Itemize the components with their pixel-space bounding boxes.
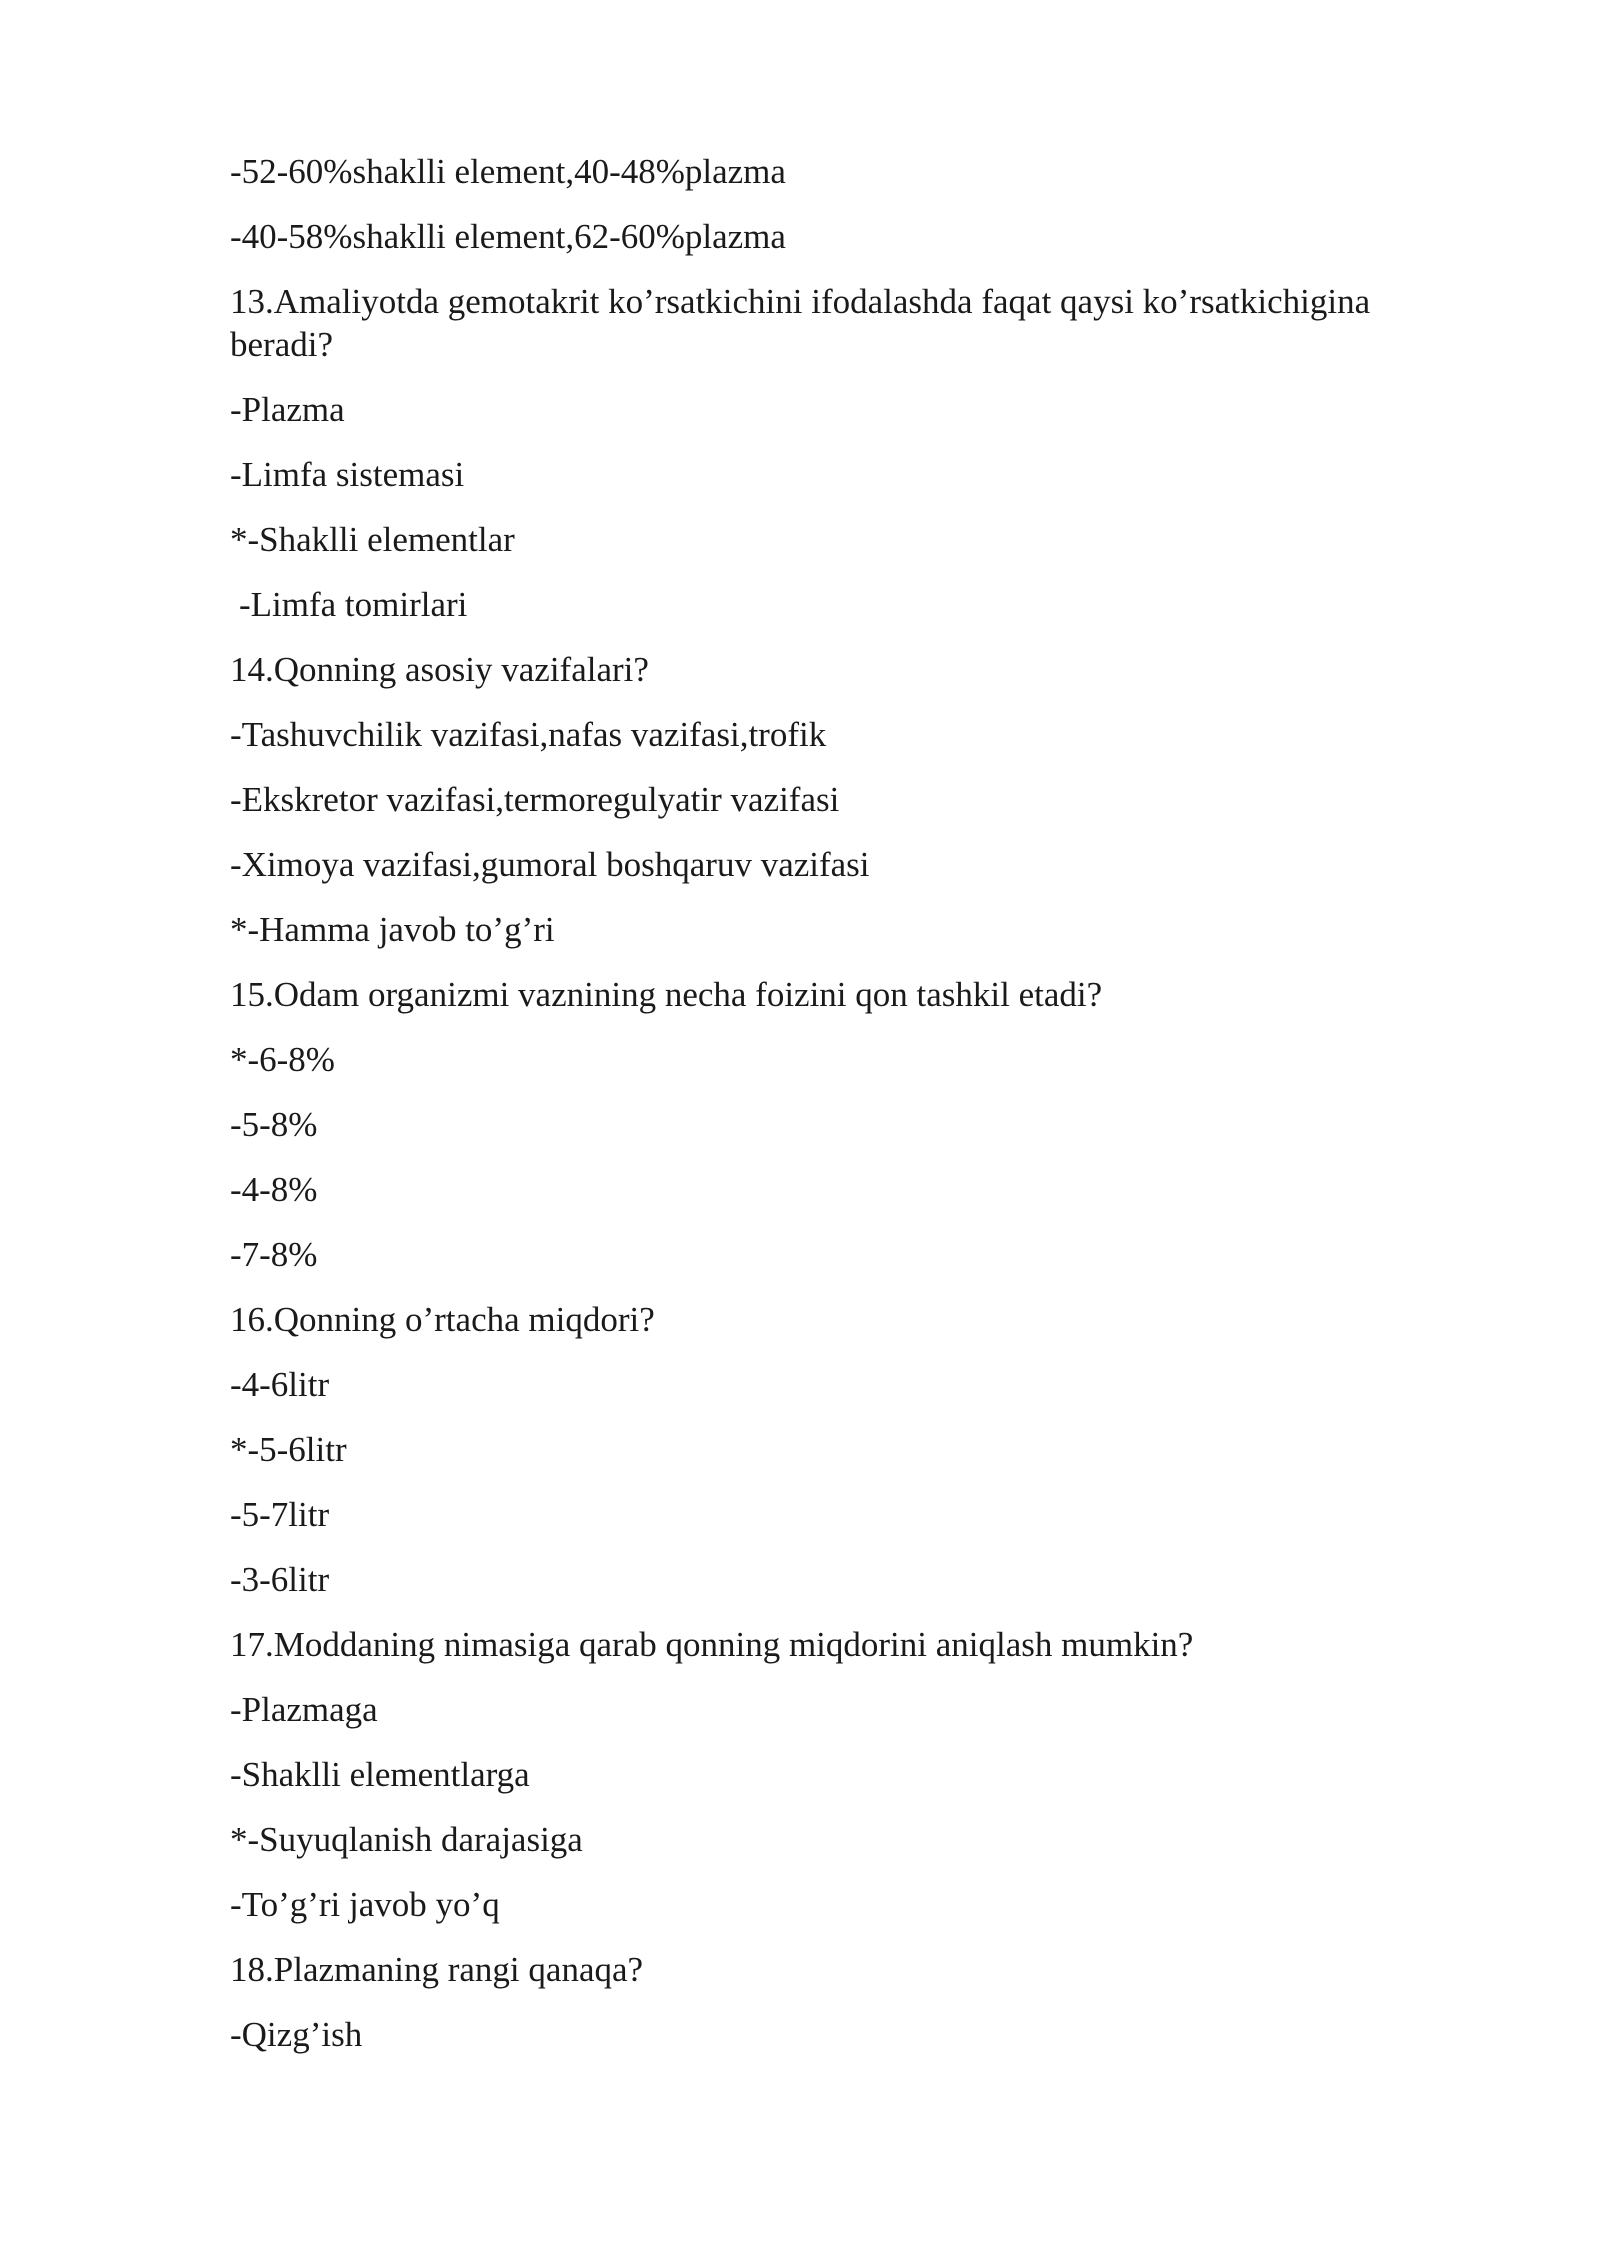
question-15: 15.Odam organizmi vaznining necha foizini qon tashkil etadi? bbox=[230, 975, 1103, 1014]
answer-option: -Limfa sistemasi bbox=[230, 455, 465, 494]
answer-option: -Ekskretor vazifasi,termoregulyatir vazifasi bbox=[230, 780, 840, 819]
question-17: 17.Moddaning nimasiga qarab qonning miqdorini aniqlash mumkin? bbox=[230, 1625, 1194, 1664]
answer-option: -To’g’ri javob yo’q bbox=[230, 1885, 500, 1924]
question-13: 13.Amaliyotda gemotakrit ko’rsatkichini ifodalashda faqat qaysi ko’rsatkichigina beradi? bbox=[230, 282, 1371, 364]
answer-option: -7-8% bbox=[230, 1235, 318, 1274]
question-18: 18.Plazmaning rangi qanaqa? bbox=[230, 1950, 644, 1989]
question-14: 14.Qonning asosiy vazifalari? bbox=[230, 650, 649, 689]
answer-option: -Ximoya vazifasi,gumoral boshqaruv vazifasi bbox=[230, 845, 870, 884]
correct-answer-option: *-5-6litr bbox=[230, 1430, 347, 1469]
correct-answer-option: *-6-8% bbox=[230, 1040, 335, 1079]
answer-option: -3-6litr bbox=[230, 1560, 330, 1599]
answer-option: -52-60%shaklli element,40-48%plazma bbox=[230, 152, 786, 191]
answer-option: -5-7litr bbox=[230, 1495, 330, 1534]
correct-answer-option: *-Shaklli elementlar bbox=[230, 520, 515, 559]
correct-answer-option: *-Hamma javob to’g’ri bbox=[230, 910, 555, 949]
answer-option: -5-8% bbox=[230, 1105, 318, 1144]
answer-option: -4-6litr bbox=[230, 1365, 330, 1404]
question-16: 16.Qonning o’rtacha miqdori? bbox=[230, 1300, 655, 1339]
answer-option: -Qizg’ish bbox=[230, 2015, 363, 2054]
answer-option: -Tashuvchilik vazifasi,nafas vazifasi,trofik bbox=[230, 715, 827, 754]
answer-option: -Plazmaga bbox=[230, 1690, 378, 1729]
answer-option: -Shaklli elementlarga bbox=[230, 1755, 530, 1794]
answer-option: -Plazma bbox=[230, 390, 345, 429]
document-body bbox=[230, 150, 1470, 2078]
answer-option: -40-58%shaklli element,62-60%plazma bbox=[230, 217, 786, 256]
answer-option: -4-8% bbox=[230, 1170, 318, 1209]
answer-option: -Limfa tomirlari bbox=[239, 585, 468, 624]
correct-answer-option: *-Suyuqlanish darajasiga bbox=[230, 1820, 583, 1859]
